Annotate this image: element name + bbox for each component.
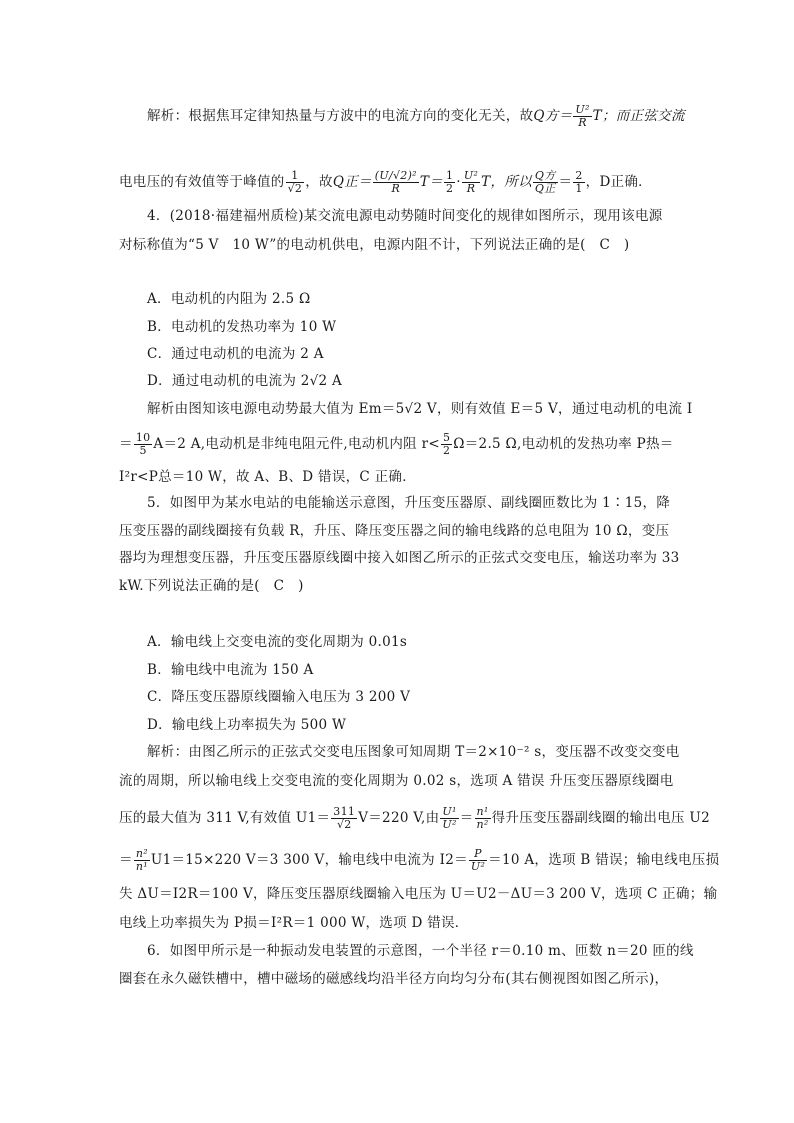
frac-num: U²	[575, 103, 590, 116]
text: ，故	[305, 174, 333, 190]
question-5-option-a: A．输电线上交变电流的变化周期为 0.01s	[147, 634, 408, 650]
question-6-line-2: 圈套在永久磁铁槽中，槽中磁场的磁感线均沿半径方向均匀分布(其右侧视图如图乙所示)，	[119, 971, 669, 987]
answer-4-line-2	[119, 432, 679, 457]
fraction	[444, 170, 455, 195]
frac-num: P	[469, 848, 487, 861]
fraction	[573, 104, 591, 129]
fraction	[573, 170, 584, 195]
question-5-option-b: B．输电线中电流为 150 A	[147, 662, 314, 678]
frac-num: 10	[135, 431, 151, 444]
text: ＝	[558, 174, 573, 190]
text: ，D正确．	[585, 174, 652, 190]
question-5-line-2: 压变压器的副线圈接有负载 R，升压、降压变压器之间的输电线路的总电阻为 10 Ω，变压	[119, 523, 670, 539]
question-5-line-1: 5．如图甲为某水电站的电能输送示意图，升压变压器原、副线圈匝数比为 1∶15，降	[147, 495, 671, 511]
question-5-option-d: D．输电线上功率损失为 500 W	[147, 717, 347, 733]
fraction	[286, 170, 305, 195]
frac-den: √2	[336, 818, 352, 831]
frac-num: 311	[333, 805, 356, 818]
frac-num: n¹	[476, 805, 489, 818]
frac-num: 1	[286, 170, 305, 183]
frac-den: n²	[476, 818, 489, 831]
frac-den: R	[578, 116, 587, 129]
text: 解析：根据焦耳定律知热量与方波中的电流方向的变化无关，故	[147, 108, 534, 124]
question-4-line-2: 对标称值为“5 V 10 W”的电动机供电，电源内阻不计，下列说法正确的是( C )	[119, 237, 630, 253]
question-4-option-b: B．电动机的发热功率为 10 W	[147, 319, 337, 335]
frac-num: Q方	[534, 169, 556, 182]
text: ＝	[459, 810, 474, 826]
question-4-line-1: 4．(2018·福建福州质检)某交流电源电动势随时间变化的规律如图所示，现用该电源	[147, 208, 663, 224]
frac-den: √2	[287, 182, 303, 195]
frac-den: U²	[470, 860, 486, 873]
text: 电电压的有效值等于峰值的	[119, 174, 285, 190]
frac-num: (U/√2)²	[374, 169, 417, 182]
fraction	[440, 806, 458, 831]
frac-num: 2	[575, 169, 583, 182]
fraction	[469, 848, 487, 873]
frac-den: n¹	[135, 860, 148, 873]
frac-num: 1	[445, 169, 454, 182]
text: T，所以	[481, 174, 532, 190]
text: T；而正弦交流	[592, 108, 685, 124]
frac-den: U²	[442, 818, 457, 831]
question-5-line-3: 器均为理想变压器，升压变压器原线圈中接入如图乙所示的正弦式交变电压，输送功率为 33	[119, 550, 680, 566]
fraction	[134, 432, 153, 457]
answer-5-line-1: 解析：由图乙所示的正弦式交变电压图象可知周期 T＝2×10⁻² s，变压器不改变交变电	[147, 744, 680, 760]
question-4-option-d: D．通过电动机的电流为 2√2 A	[147, 373, 343, 389]
fraction	[462, 170, 480, 195]
answer-4-line-3: I²r<P总＝10 W，故 A、B、D 错误，C 正确．	[119, 469, 417, 485]
solution-3-line-2	[119, 170, 679, 195]
text: Ω＝2.5 Ω,电动机的发热功率 P热＝	[453, 436, 674, 452]
text: ＝	[119, 436, 133, 452]
text: U1＝15×220 V＝3 300 V，输电线中电流为 I2＝	[150, 852, 468, 868]
text: 压的最大值为 311 V,有效值 U1＝	[119, 810, 331, 826]
question-4-option-c: C．通过电动机的电流为 2 A	[147, 346, 324, 362]
question-5-line-4: kW.下列说法正确的是( C )	[119, 578, 304, 594]
text: V＝220 V,由	[358, 810, 440, 826]
answer-5-line-3	[119, 805, 710, 831]
frac-den: 1	[575, 182, 583, 195]
frac-den: R	[466, 182, 476, 195]
question-4-option-a: A．电动机的内阻为 2.5 Ω	[147, 291, 311, 307]
solution-3-line-1	[147, 104, 707, 129]
fraction	[373, 170, 419, 195]
frac-num: U²	[463, 169, 479, 182]
answer-5-line-6: 电线上功率损失为 P损＝I²R＝1 000 W，选项 D 错误．	[119, 915, 469, 931]
answer-4-line-1: 解析由图知该电源电动势最大值为 Em＝5√2 V，则有效值 E＝5 V，通过电动机的电流 I	[147, 401, 693, 417]
text: ＝	[119, 852, 133, 868]
frac-den: Q正	[534, 182, 556, 195]
answer-5-line-2: 流的周期，所以输电线上交变电流的变化周期为 0.02 s，选项 A 错误 升压变压器原线圈电	[119, 773, 674, 789]
fraction	[475, 806, 491, 831]
text: 得升压变压器副线圈的输出电压 U2	[491, 810, 710, 826]
text: ＝10 A，选项 B 错误；输电线电压损	[488, 852, 720, 868]
fraction	[533, 170, 558, 195]
answer-5-line-5: 失 ΔU＝I2R＝100 V，降压变压器原线圈输入电压为 U＝U2－ΔU＝3 200 V，选项 C 正确；输	[119, 886, 718, 902]
text: T＝	[419, 174, 443, 190]
text: ·	[456, 174, 461, 190]
frac-den: R	[391, 182, 401, 195]
text: Q方＝	[533, 108, 573, 124]
frac-num: n²	[135, 847, 148, 860]
text: Q正＝	[332, 174, 372, 190]
fraction	[331, 806, 357, 831]
frac-den: 5	[139, 444, 147, 457]
fraction	[134, 848, 150, 873]
question-5-option-c: C．降压变压器原线圈输入电压为 3 200 V	[147, 689, 411, 705]
frac-num: 5	[442, 431, 451, 444]
frac-den: 2	[445, 182, 454, 195]
frac-den: 2	[442, 444, 451, 457]
frac-num: U¹	[442, 805, 457, 818]
fraction	[441, 432, 452, 457]
text: A＝2 A,电动机是非纯电阻元件,电动机内阻 r<	[153, 436, 440, 452]
question-6-line-1: 6．如图甲所示是一种振动发电装置的示意图，一个半径 r＝0.10 m、匝数 n＝20 匝的线	[147, 943, 694, 959]
answer-5-line-4	[119, 847, 720, 873]
